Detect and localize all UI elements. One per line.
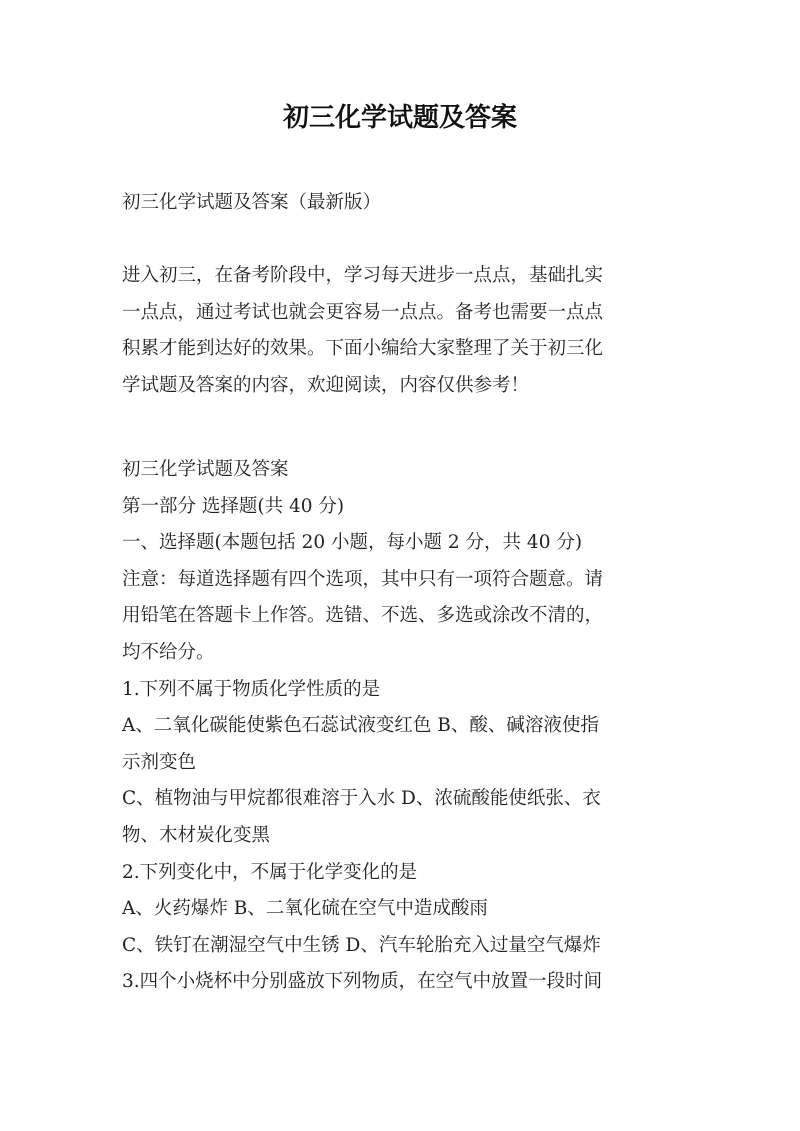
question-option-line: C、植物油与甲烷都很难溶于入水 D、浓硫酸能使纸张、衣 bbox=[122, 788, 601, 810]
question-type-heading: 一、选择题(本题包括 20 小题，每小题 2 分，共 40 分) bbox=[122, 532, 583, 554]
question-option-line: 物、木材炭化变黑 bbox=[122, 824, 271, 846]
intro-line: 学试题及答案的内容，欢迎阅读，内容仅供参考！ bbox=[122, 374, 530, 396]
intro-paragraph bbox=[122, 258, 688, 404]
question-stem-1: 1.下列不属于物质化学性质的是 bbox=[122, 678, 381, 700]
question-stem-2: 2.下列变化中，不属于化学变化的是 bbox=[122, 861, 418, 883]
exam-content bbox=[122, 452, 688, 1001]
intro-line: 一点点，通过考试也就会更容易一点点。备考也需要一点点 bbox=[122, 301, 604, 323]
document-subtitle: 初三化学试题及答案（最新版） bbox=[122, 192, 382, 213]
question-option-line: A、火药爆炸 B、二氧化硫在空气中造成酸雨 bbox=[122, 898, 488, 920]
section-heading: 初三化学试题及答案 bbox=[122, 459, 289, 480]
notice-line: 注意：每道选择题有四个选项，其中只有一项符合题意。请 bbox=[122, 568, 604, 590]
notice-line: 用铅笔在答题卡上作答。选错、不选、多选或涂改不清的， bbox=[122, 605, 604, 627]
question-option-line: C、铁钉在潮湿空气中生锈 D、汽车轮胎充入过量空气爆炸 bbox=[122, 934, 601, 956]
intro-line: 积累才能到达好的效果。下面小编给大家整理了关于初三化 bbox=[122, 338, 604, 359]
notice-line: 均不给分。 bbox=[122, 641, 215, 663]
intro-line: 进入初三，在备考阶段中，学习每天进步一点点，基础扎实 bbox=[122, 265, 604, 286]
question-option-line: 示剂变色 bbox=[122, 751, 197, 773]
question-stem-3: 3.四个小烧杯中分别盛放下列物质，在空气中放置一段时间 bbox=[122, 971, 603, 993]
part-heading: 第一部分 选择题(共 40 分) bbox=[122, 495, 345, 517]
question-option-line: A、二氧化碳能使紫色石蕊试液变红色 B、酸、碱溶液使指 bbox=[122, 715, 599, 737]
page-title: 初三化学试题及答案 bbox=[282, 103, 517, 133]
